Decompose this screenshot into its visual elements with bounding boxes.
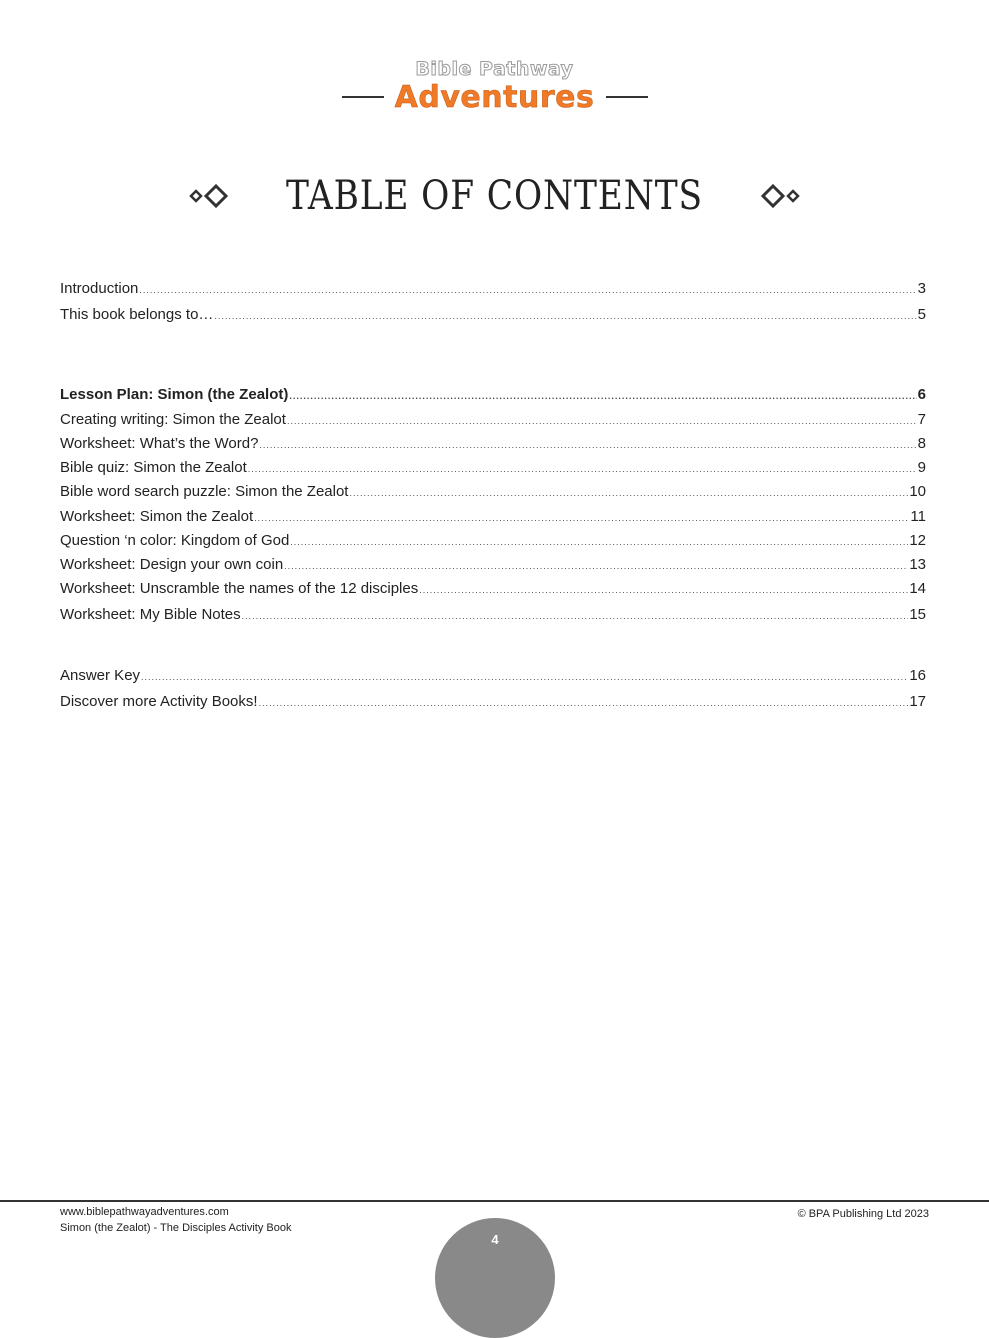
toc-entry-label: This book belongs to… [60,306,214,323]
toc-entry[interactable] [60,481,926,503]
toc-entry-page: 12 [909,532,926,549]
toc-entry[interactable] [60,604,926,626]
toc-leader-dots [141,666,908,688]
footer-divider [0,1200,989,1202]
toc-entry-page: 3 [917,280,926,297]
toc-entry[interactable] [60,457,926,479]
toc-entry-label: Question ‘n color: Kingdom of God [60,532,290,549]
toc-entry-label: Worksheet: My Bible Notes [60,606,241,623]
toc-entry-label: Worksheet: Simon the Zealot [60,508,254,525]
toc-entry-page: 9 [917,459,926,476]
toc-leader-dots [139,279,916,301]
toc-entry-page: 17 [909,693,926,710]
toc-leader-dots [287,410,917,432]
toc-leader-dots [419,579,908,601]
toc-leader-dots [259,692,909,714]
toc-entry[interactable] [60,304,926,326]
page-title-row [0,168,989,224]
toc-entry-page: 15 [909,606,926,623]
toc-entry-page: 11 [910,508,926,525]
toc-entry-page: 16 [909,667,926,684]
toc-entry[interactable] [60,530,926,552]
toc-entry-page: 10 [909,483,926,500]
toc-entry[interactable] [60,506,926,528]
toc-entry[interactable] [60,578,926,600]
diamond-ornament-right-icon [757,184,801,208]
page-number: 4 [491,1232,499,1247]
toc-leader-dots [248,458,917,480]
toc-leader-dots [214,305,916,327]
toc-leader-dots [290,531,908,553]
toc-entry-label: Introduction [60,280,139,297]
toc-leader-dots [284,555,908,577]
toc-entry-label: Bible quiz: Simon the Zealot [60,459,247,476]
toc-entry-label: Creating writing: Simon the Zealot [60,411,286,428]
publisher-logo [0,28,989,115]
toc-entry-label: Lesson Plan: Simon (the Zealot) [60,386,289,403]
toc-entry-label: Worksheet: Design your own coin [60,556,284,573]
toc-entry[interactable] [60,665,926,687]
toc-entry-page: 8 [917,435,926,452]
toc-entry-page: 5 [917,306,926,323]
toc-entry-lesson-plan[interactable] [60,384,926,406]
toc-entry[interactable] [60,554,926,576]
toc-entry-page: 13 [909,556,926,573]
page-title: TABLE OF CONTENTS [286,173,703,219]
logo-text-top: Bible Pathway [415,58,574,80]
toc-entry[interactable] [60,691,926,713]
toc-leader-dots [259,434,916,456]
toc-entry[interactable] [60,433,926,455]
logo-text-bottom: Adventures [394,80,595,115]
footer-copyright: © BPA Publishing Ltd 2023 [797,1208,929,1220]
toc-entry-label: Worksheet: Unscramble the names of the 12 disciples [60,580,419,597]
toc-entry-page: 14 [909,580,926,597]
toc-entry-page: 6 [917,386,926,403]
toc-entry[interactable] [60,409,926,431]
toc-entry-label: Answer Key [60,667,141,684]
toc-leader-dots [254,507,909,529]
footer-book-title: Simon (the Zealot) - The Disciples Activity Book [60,1222,292,1234]
toc-entry-label: Bible word search puzzle: Simon the Zealot [60,483,349,500]
toc-leader-dots [289,385,916,407]
toc-entry-label: Discover more Activity Books! [60,693,258,710]
toc-leader-dots [349,482,908,504]
toc-entry[interactable] [60,278,926,300]
diamond-ornament-left-icon [188,184,232,208]
footer-website-link[interactable]: www.biblepathwayadventures.com [60,1206,229,1218]
toc-entry-page: 7 [917,411,926,428]
toc-leader-dots [242,605,909,627]
toc-entry-label: Worksheet: What’s the Word? [60,435,259,452]
